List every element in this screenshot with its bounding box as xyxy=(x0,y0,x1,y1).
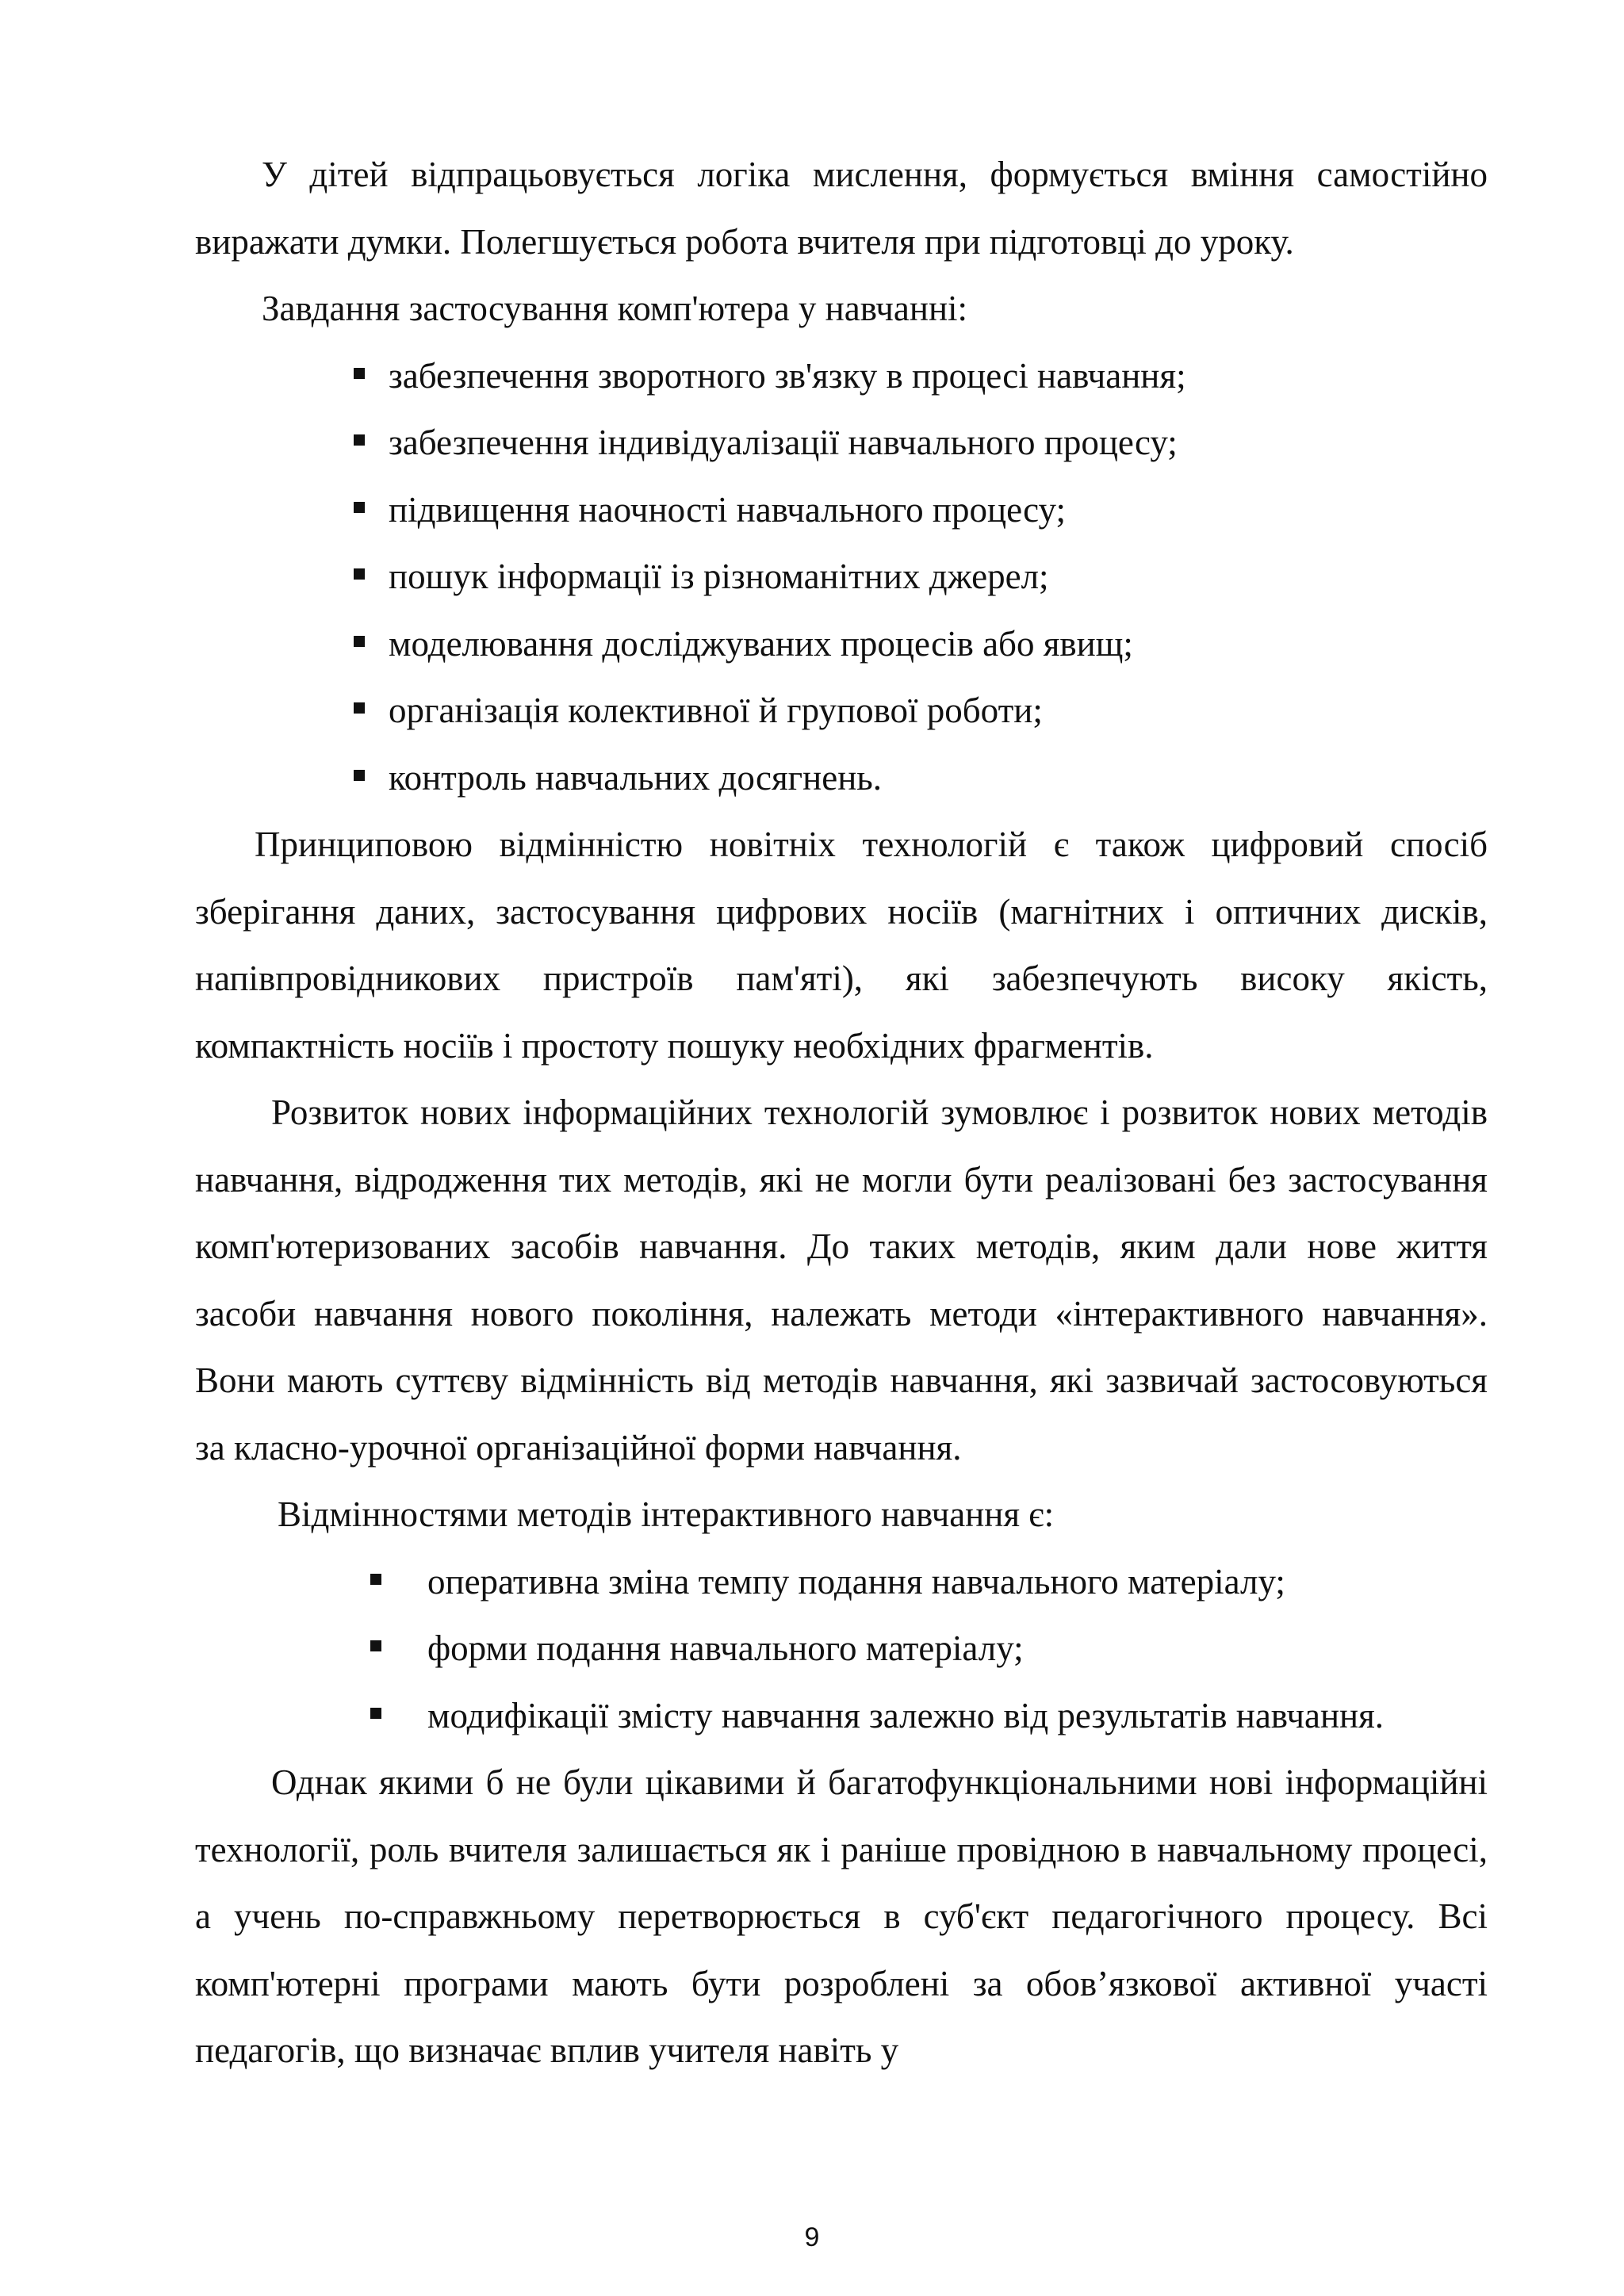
list-item: оперативна зміна темпу подання навчального матеріалу; xyxy=(195,1548,1488,1616)
list-item: забезпечення зворотного зв'язку в процесі навчання; xyxy=(195,342,1488,410)
list-2 xyxy=(195,1548,1488,1750)
list-item: моделювання досліджуваних процесів або явищ; xyxy=(195,610,1488,678)
list-item: модифікації змісту навчання залежно від результатів навчання. xyxy=(195,1682,1488,1750)
square-bullet-icon xyxy=(370,1640,381,1651)
square-bullet-icon xyxy=(354,434,365,446)
page-number: 9 xyxy=(804,2222,820,2252)
square-bullet-icon xyxy=(354,368,365,379)
list-item: пошук інформації із різноманітних джерел; xyxy=(195,543,1488,610)
square-bullet-icon xyxy=(354,770,365,781)
square-bullet-icon xyxy=(354,702,365,714)
square-bullet-icon xyxy=(354,636,365,647)
square-bullet-icon xyxy=(354,502,365,513)
list-1-intro: Завдання застосування комп'ютера у навчанні: xyxy=(262,289,968,328)
square-bullet-icon xyxy=(354,568,365,580)
page-text xyxy=(195,141,1488,2084)
list-item: форми подання навчального матеріалу; xyxy=(195,1615,1488,1682)
square-bullet-icon xyxy=(370,1708,381,1719)
list-item: підвищення наочності навчального процесу; xyxy=(195,476,1488,544)
list-item: організація колективної й групової роботи; xyxy=(195,677,1488,744)
list-item: забезпечення індивідуалізації навчального процесу; xyxy=(195,409,1488,476)
square-bullet-icon xyxy=(370,1574,381,1585)
paragraph-1: У дітей відпрацьовується логіка мислення, формується вміння самостійно виражати думки. Полегшується робота вчителя при підготовці до уроку. xyxy=(195,155,1488,262)
list-2-intro: Відмінностями методів інтерактивного навчання є: xyxy=(278,1494,1055,1534)
paragraph-4: Однак якими б не були цікавими й багатофункціональними нові інформаційні технології, роль вчителя залишається як і раніше провідною в навчальному процесі, а учень по-справжньому перетворюється в суб'єкт педагогічного процесу. Всі комп'ютерні програми мають бути розроблені за обов’язкової активної участі педагогів, що визначає вплив учителя навіть у xyxy=(195,1762,1488,2070)
paragraph-2: Принциповою відмінністю новітніх технологій є також цифровий спосіб зберігання даних, застосування цифрових носіїв (магнітних і оптичних дисків, напівпровідникових пристроїв пам'яті), які забезпечують високу якість, компактність носіїв і простоту пошуку необхідних фрагментів. xyxy=(195,825,1488,1066)
list-item: контроль навчальних досягнень. xyxy=(195,744,1488,812)
list-1 xyxy=(195,342,1488,812)
paragraph-3: Розвиток нових інформаційних технологій зумовлює і розвиток нових методів навчання, відродження тих методів, які не могли бути реалізовані без застосування комп'ютеризованих засобів навчання. До таких методів, яким дали нове життя засоби навчання нового покоління, належать методи «інтерактивного навчання». Вони мають суттєву відмінність від методів навчання, які зазвичай застосовуються за класно-урочної організаційної форми навчання. xyxy=(195,1093,1488,1468)
